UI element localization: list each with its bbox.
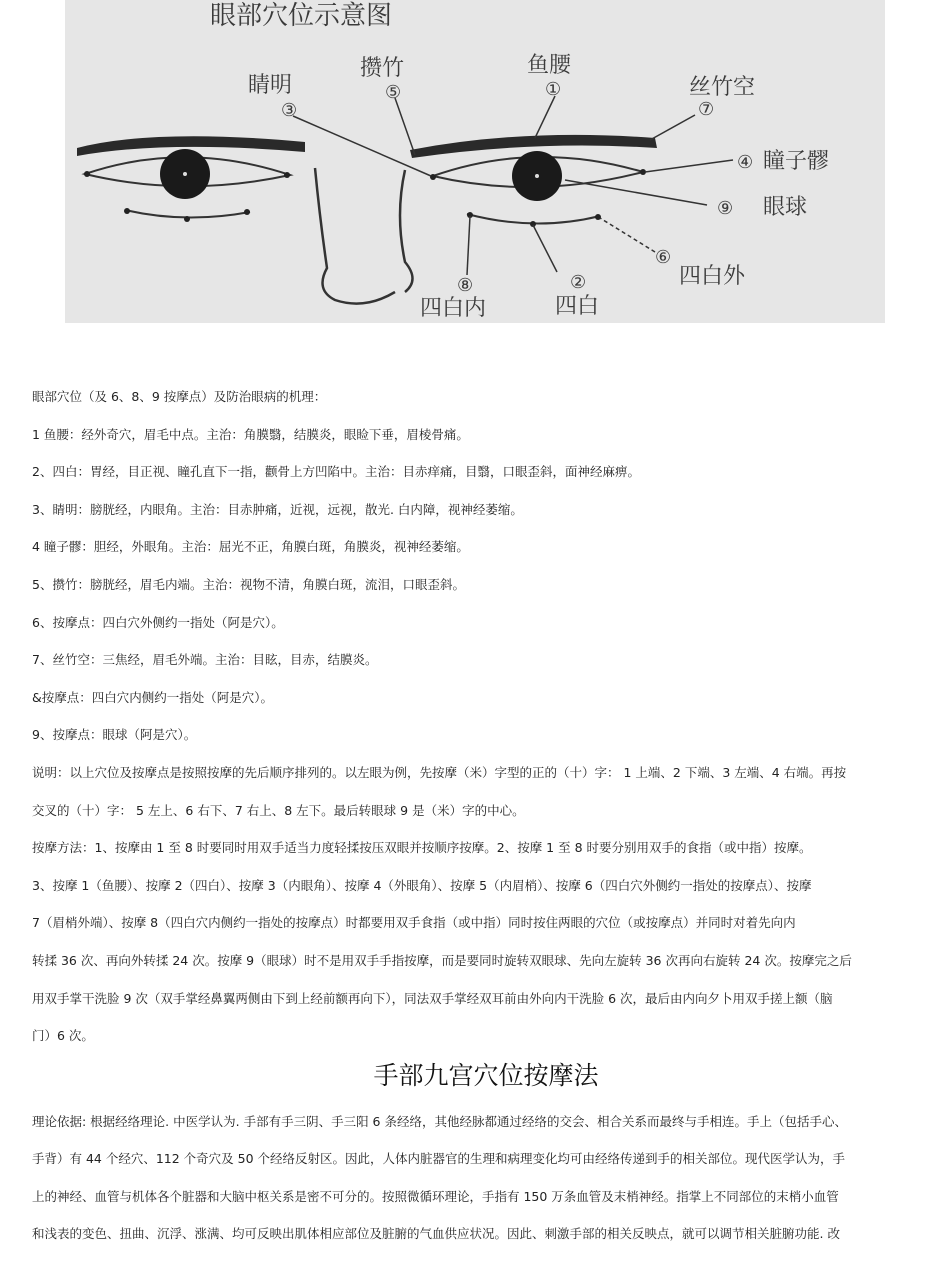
nose-left-line (315, 168, 395, 304)
label-jingming: 睛明 (248, 73, 293, 98)
label-yanqiu: 眼球 (763, 195, 808, 220)
paragraph: 和浅表的变色、扭曲、沉浮、涨满、均可反映出肌体相应部位及脏腑的气血供应状况。因此、刺激手部的相关反映点，就可以调节相关脏腑功能. 改 (32, 1226, 840, 1242)
paragraph: 4 瞳子髎：胆经，外眼角。主治：屈光不正，角膜白斑，角膜炎，视神经萎缩。 (32, 539, 469, 555)
paragraph: 1 鱼腰：经外奇穴，眉毛中点。主治：角膜翳，结膜炎，眼睑下垂，眉棱骨痛。 (32, 426, 469, 442)
paragraph: 用双手掌干洗脸 9 次（双手掌经鼻翼两侧由下到上经前额再向下），同法双手掌经双耳前由外向内干洗脸 6 次，最后由内向夕卜用双手搓上额（脑 (32, 990, 833, 1006)
paragraph: 3、按摩 1（鱼腰）、按摩 2（四白）、按摩 3（内眼角）、按摩 4（外眼角）、按摩 5（内眉梢）、按摩 6（四白穴外侧约一指处的按摩点）、按摩 (32, 877, 812, 893)
label-tongziliao: 瞳子髎 (763, 149, 830, 174)
paragraph: &按摩点：四白穴内侧约一指处（阿是穴）。 (32, 689, 273, 705)
eye-diagram-svg (65, 0, 885, 323)
paragraph: 5、攒竹：膀胱经，眉毛内端。主治：视物不清，角膜白斑，流泪，口眼歪斜。 (32, 576, 465, 592)
num-sibaiwai: ⑥ (655, 247, 672, 268)
document-body (32, 378, 920, 1253)
num-yuyao: ① (545, 79, 562, 100)
section-title: 手部九宫穴位按摩法 (373, 1060, 599, 1090)
label-zanzhu: 攒竹 (360, 56, 405, 81)
paragraph: 6、按摩点：四白穴外侧约一指处（阿是穴）。 (32, 614, 284, 630)
paragraph: 7（眉梢外端）、按摩 8（四白穴内侧约一指处的按摩点）时都要用双手食指（或中指）同时按住两眼的穴位（或按摩点）并同时对着先向内 (32, 915, 796, 931)
paragraph: 说明：以上穴位及按摩点是按照按摩的先后顺序排列的。以左眼为例，先按摩（米）字型的正的（十）字： 1 上端、2 下端、3 左端、4 右端。再按 (32, 764, 847, 780)
paragraph: 理论依据: 根据经络理论. 中医学认为. 手部有手三阴、手三阳 6 条经络，其他经脉都通过经络的交会、相合关系而最终与手相连。手上（包括手心、 (32, 1113, 847, 1129)
paragraph: 2、四白：胃经，目正视、瞳孔直下一指，颧骨上方凹陷中。主治：目赤痒痛，目翳，口眼歪斜，面神经麻痹。 (32, 464, 640, 480)
paragraph: 眼部穴位（及 6、8、9 按摩点）及防治眼病的机理： (32, 389, 327, 404)
num-tongziliao: ④ (737, 152, 754, 173)
num-sizhukong: ⑦ (698, 99, 715, 120)
paragraph: 9、按摩点：眼球（阿是穴）。 (32, 727, 197, 743)
num-yanqiu: ⑨ (717, 198, 734, 219)
paragraph: 手背）有 44 个经穴、112 个奇穴及 50 个经络反射区。因此，人体内脏器官的生理和病理变化均可由经络传递到手的相关部位。现代医学认为，手 (32, 1151, 846, 1167)
num-jingming: ③ (281, 100, 298, 121)
paragraph: 交叉的（十）字： 5 左上、6 右下、7 右上、8 左下。最后转眼球 9 是（米）字的中心。 (32, 802, 525, 818)
label-sibainei: 四白内 (420, 296, 487, 321)
paragraph: 转揉 36 次、再向外转揉 24 次。按摩 9（眼球）时不是用双手手指按摩，而是要同时旋转双眼球、先向左旋转 36 次再向右旋转 24 次。按摩完之后 (32, 952, 852, 968)
diagram-title: 眼部穴位示意图 (210, 1, 393, 31)
label-sibai: 四白 (555, 294, 600, 319)
paragraph: 上的神经、血管与机体各个脏器和大脑中枢关系是密不可分的。按照微循环理论，手指有 150 万条血管及末梢神经。指掌上不同部位的末梢小血管 (32, 1188, 839, 1204)
paragraph: 按摩方法：1、按摩由 1 至 8 时要同时用双手适当力度轻揉按压双眼并按顺序按摩。2、按摩 1 至 8 时要分别用双手的食指（或中指）按摩。 (32, 840, 812, 856)
label-sibaiwai: 四白外 (679, 264, 746, 289)
label-sizhukong: 丝竹空 (689, 75, 756, 100)
eye-acupoint-diagram (65, 0, 885, 323)
num-sibainei: ⑧ (457, 275, 474, 296)
num-sibai: ② (570, 272, 587, 293)
num-zanzhu: ⑤ (385, 82, 402, 103)
paragraph: 3、睛明：膀胱经，内眼角。主治：目赤肿痛，近视，远视，散光. 白内障，视神经萎缩。 (32, 501, 523, 517)
label-yuyao: 鱼腰 (527, 53, 572, 78)
paragraph: 门）6 次。 (32, 1028, 94, 1044)
paragraph: 7、丝竹空：三焦经，眉毛外端。主治：目眩，目赤，结膜炎。 (32, 652, 378, 668)
nose-right-line (400, 170, 413, 292)
